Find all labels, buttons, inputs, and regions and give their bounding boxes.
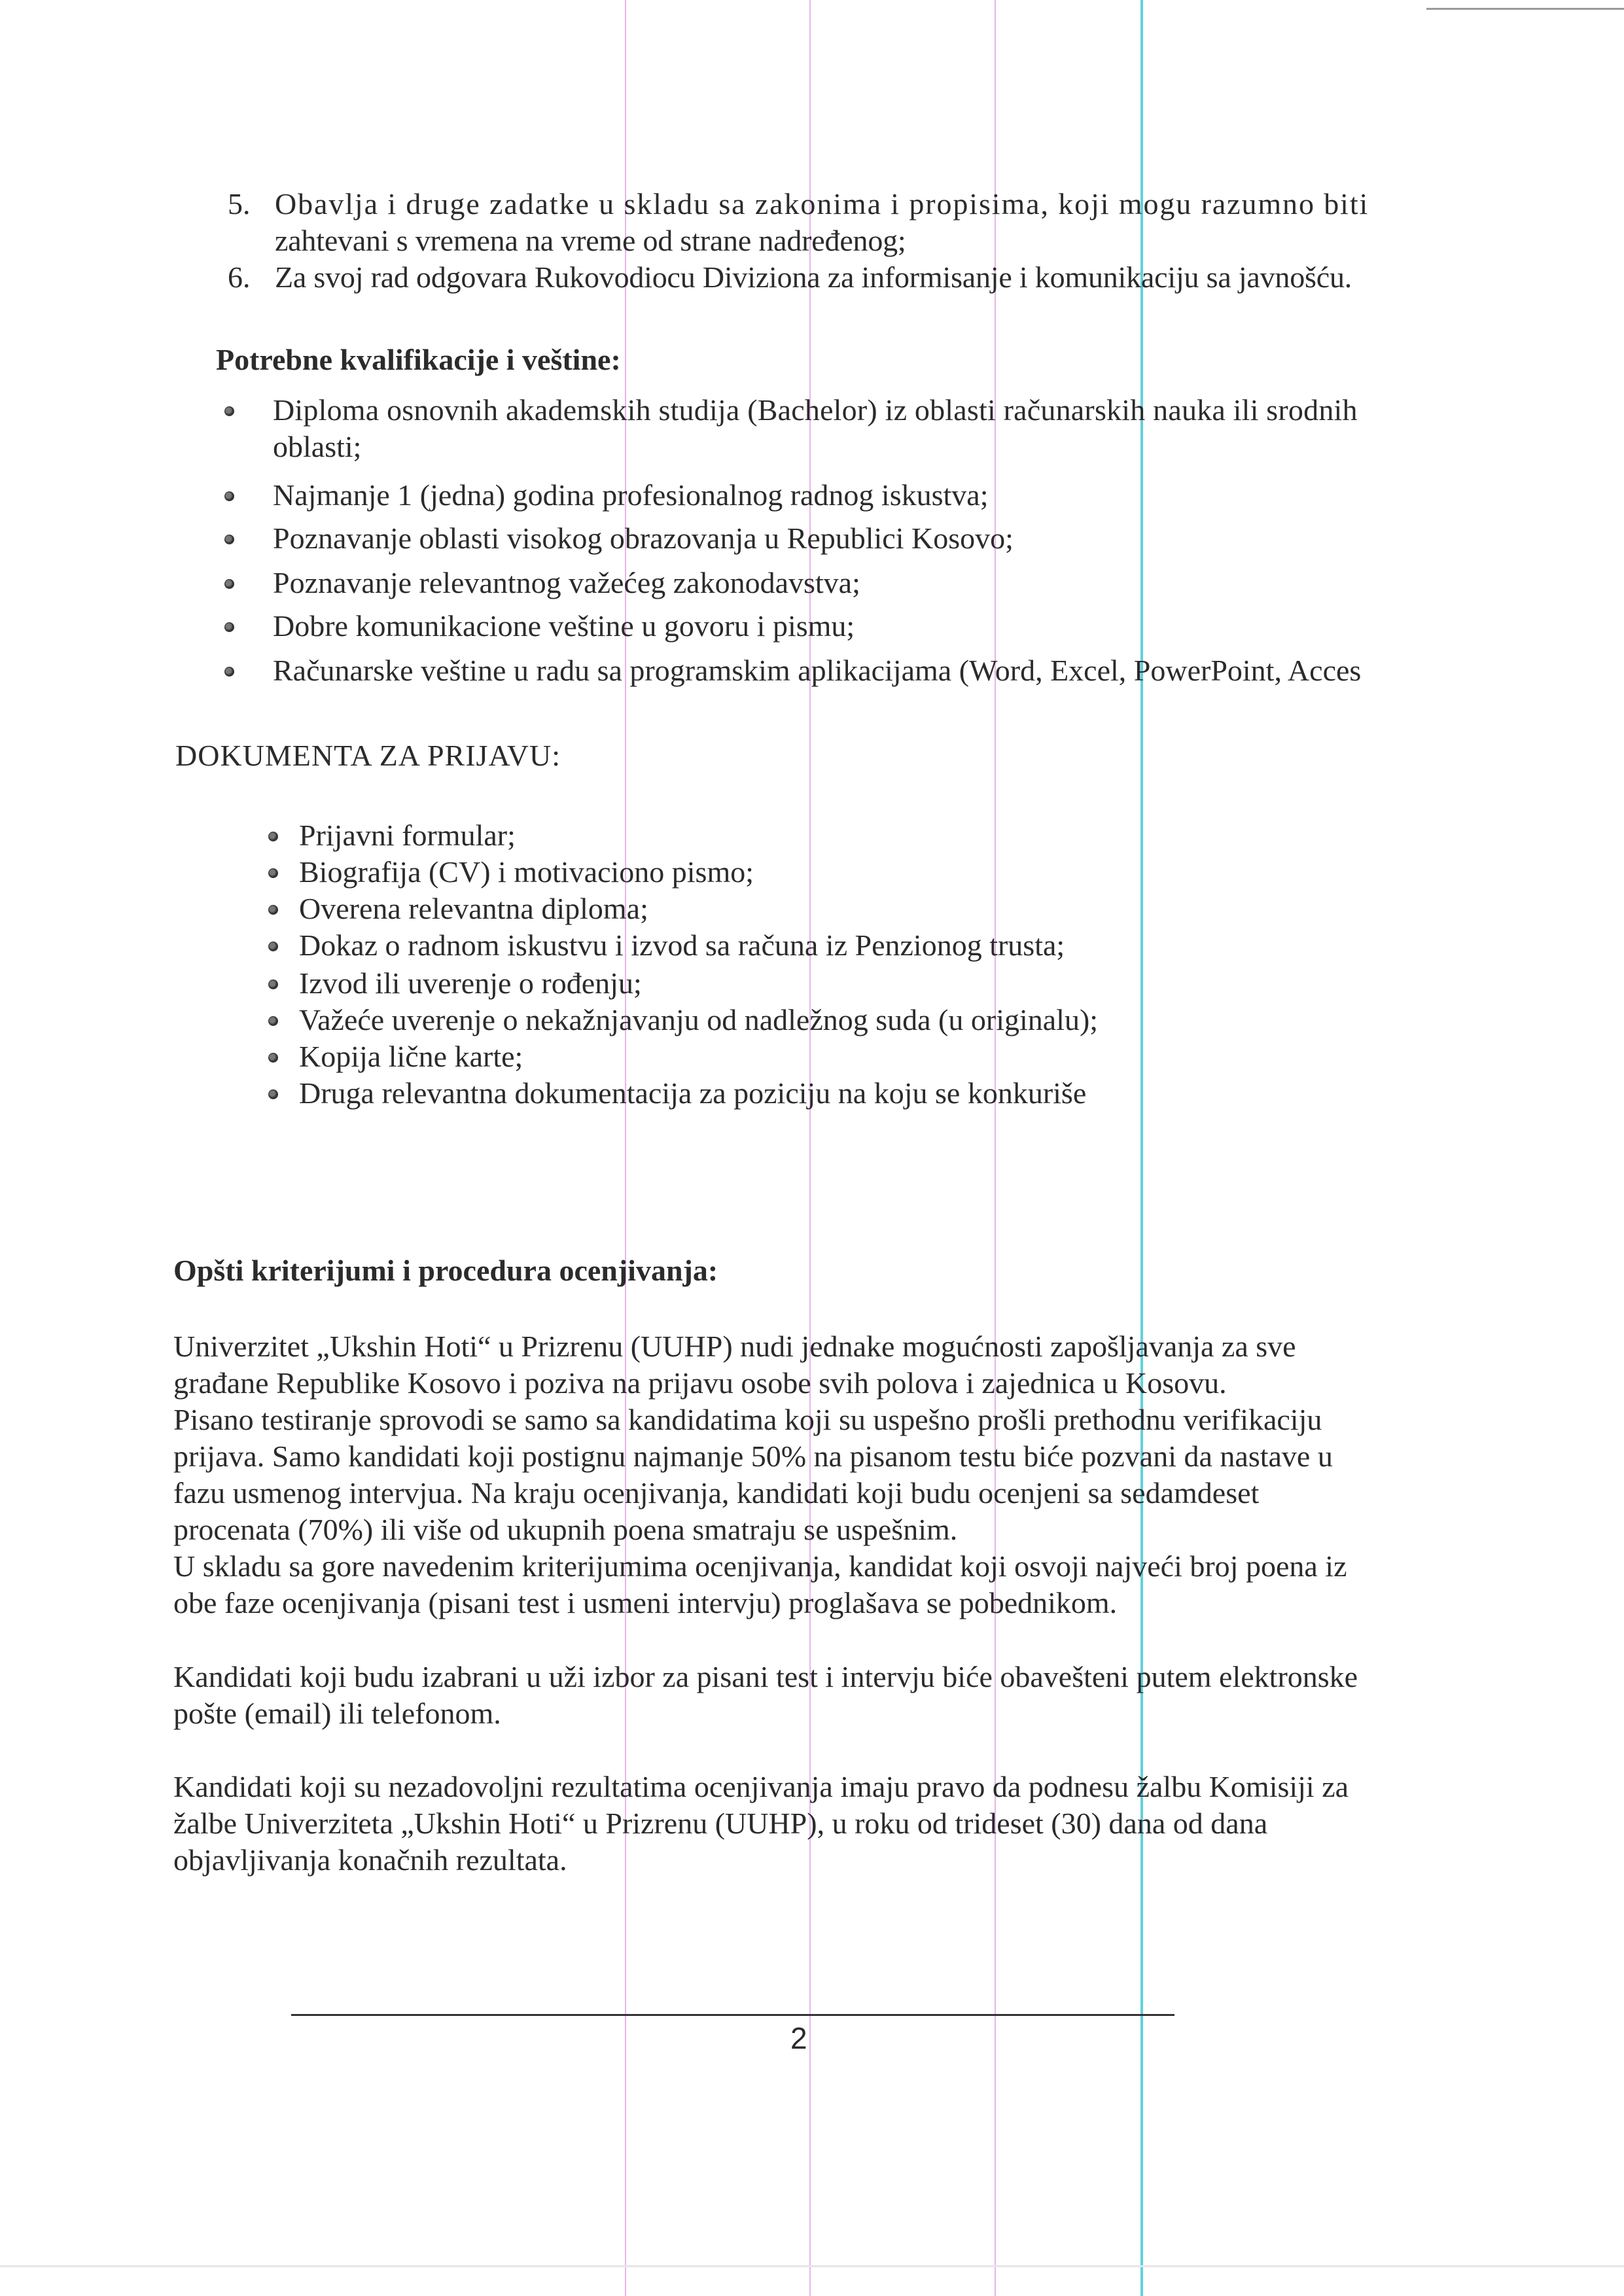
paragraph-line: žalbe Univerziteta „Ukshin Hoti“ u Prizrenu (UUHP), u roku od trideset (30) dana od dana (173, 1807, 1268, 1840)
duty-text: Obavlja i druge zadatke u skladu sa zakonima i propisima, koji mogu razumno biti (275, 187, 1369, 221)
qualification-text: Poznavanje relevantnog važećeg zakonodavstva; (273, 566, 860, 599)
duty-number: 5. (228, 187, 251, 221)
bullet-icon (224, 406, 234, 416)
document-text: Prijavni formular; (299, 819, 516, 852)
qualification-text: oblasti; (273, 430, 362, 463)
scan-artifact-line (1140, 0, 1143, 2296)
footer-rule (291, 2014, 1174, 2016)
paragraph-line: pošte (email) ili telefonom. (173, 1697, 501, 1730)
paragraph-line: Kandidati koji su nezadovoljni rezultatima ocenjivanja imaju pravo da podnesu žalbu Komisiji za (173, 1770, 1349, 1803)
duty-text: zahtevani s vremena na vreme od strane nadređenog; (275, 224, 906, 257)
paragraph-line: građane Republike Kosovo i poziva na prijavu osobe svih polova i zajednica u Kosovu. (173, 1366, 1227, 1400)
paragraph-line: objavljivanja konačnih rezultata. (173, 1843, 567, 1877)
bullet-icon (268, 868, 278, 878)
document-text: Dokaz o radnom iskustvu i izvod sa računa iz Penzionog trusta; (299, 928, 1065, 962)
documents-heading: DOKUMENTA ZA PRIJAVU: (175, 739, 561, 772)
bullet-icon (268, 832, 278, 841)
scan-artifact-line (625, 0, 626, 2296)
qualification-text: Dobre komunikacione veštine u govoru i pismu; (273, 609, 855, 643)
bullet-icon (268, 1016, 278, 1026)
paragraph-line: U skladu sa gore navedenim kriterijumima ocenjivanja, kandidat koji osvoji najveći broj poena iz (173, 1549, 1347, 1583)
qualification-text: Diploma osnovnih akademskih studija (Bachelor) iz oblasti računarskih nauka ili srodnih (273, 393, 1358, 427)
paragraph-line: Univerzitet „Ukshin Hoti“ u Prizrenu (UUHP) nudi jednake mogućnosti zapošljavanja za sve (173, 1330, 1296, 1363)
scan-artifact-line (995, 0, 996, 2296)
scan-edge-line (0, 2265, 1624, 2267)
qualifications-heading: Potrebne kvalifikacije i veštine: (216, 343, 621, 376)
qualification-text: Najmanje 1 (jedna) godina profesionalnog radnog iskustva; (273, 478, 989, 512)
document-text: Overena relevantna diploma; (299, 892, 648, 925)
paragraph-line: prijava. Samo kandidati koji postignu najmanje 50% na pisanom testu biće pozvani da nastave u (173, 1439, 1333, 1473)
paragraph-line: Pisano testiranje sprovodi se samo sa kandidatima koji su uspešno prošli prethodnu verifikaciju (173, 1403, 1322, 1436)
document-text: Kopija lične karte; (299, 1040, 523, 1073)
document-text: Važeće uverenje o nekažnjavanju od nadležnog suda (u originalu); (299, 1003, 1099, 1036)
scan-edge-line (1426, 8, 1624, 10)
qualification-text: Računarske veštine u radu sa programskim aplikacijama (Word, Excel, PowerPoint, Acces (273, 654, 1362, 687)
bullet-icon (224, 579, 234, 589)
document-text: Biografija (CV) i motivaciono pismo; (299, 855, 754, 889)
document-text: Izvod ili uverenje o rođenju; (299, 966, 642, 1000)
scan-artifact-line (809, 0, 811, 2296)
bullet-icon (268, 1089, 278, 1099)
bullet-icon (268, 1053, 278, 1063)
bullet-icon (224, 667, 234, 677)
bullet-icon (224, 535, 234, 544)
paragraph-line: fazu usmenog intervjua. Na kraju ocenjivanja, kandidati koji budu ocenjeni sa sedamdeset (173, 1476, 1260, 1510)
paragraph-line: Kandidati koji budu izabrani u uži izbor za pisani test i intervju biće obavešteni putem elektronske (173, 1660, 1358, 1693)
page-number: 2 (790, 2021, 807, 2055)
bullet-icon (268, 905, 278, 915)
bullet-icon (224, 622, 234, 632)
qualification-text: Poznavanje oblasti visokog obrazovanja u Republici Kosovo; (273, 521, 1014, 555)
bullet-icon (268, 942, 278, 951)
criteria-heading: Opšti kriterijumi i procedura ocenjivanja: (173, 1254, 718, 1287)
document-text: Druga relevantna dokumentacija za poziciju na koju se konkuriše (299, 1076, 1087, 1110)
bullet-icon (268, 980, 278, 989)
bullet-icon (224, 491, 234, 501)
paragraph-line: obe faze ocenjivanja (pisani test i usmeni intervju) proglašava se pobednikom. (173, 1586, 1118, 1619)
duty-text: Za svoj rad odgovara Rukovodiocu Diviziona za informisanje i komunikaciju sa javnošću. (275, 260, 1352, 294)
paragraph-line: procenata (70%) ili više od ukupnih poena smatraju se uspešnim. (173, 1513, 958, 1546)
duty-number: 6. (228, 260, 251, 294)
